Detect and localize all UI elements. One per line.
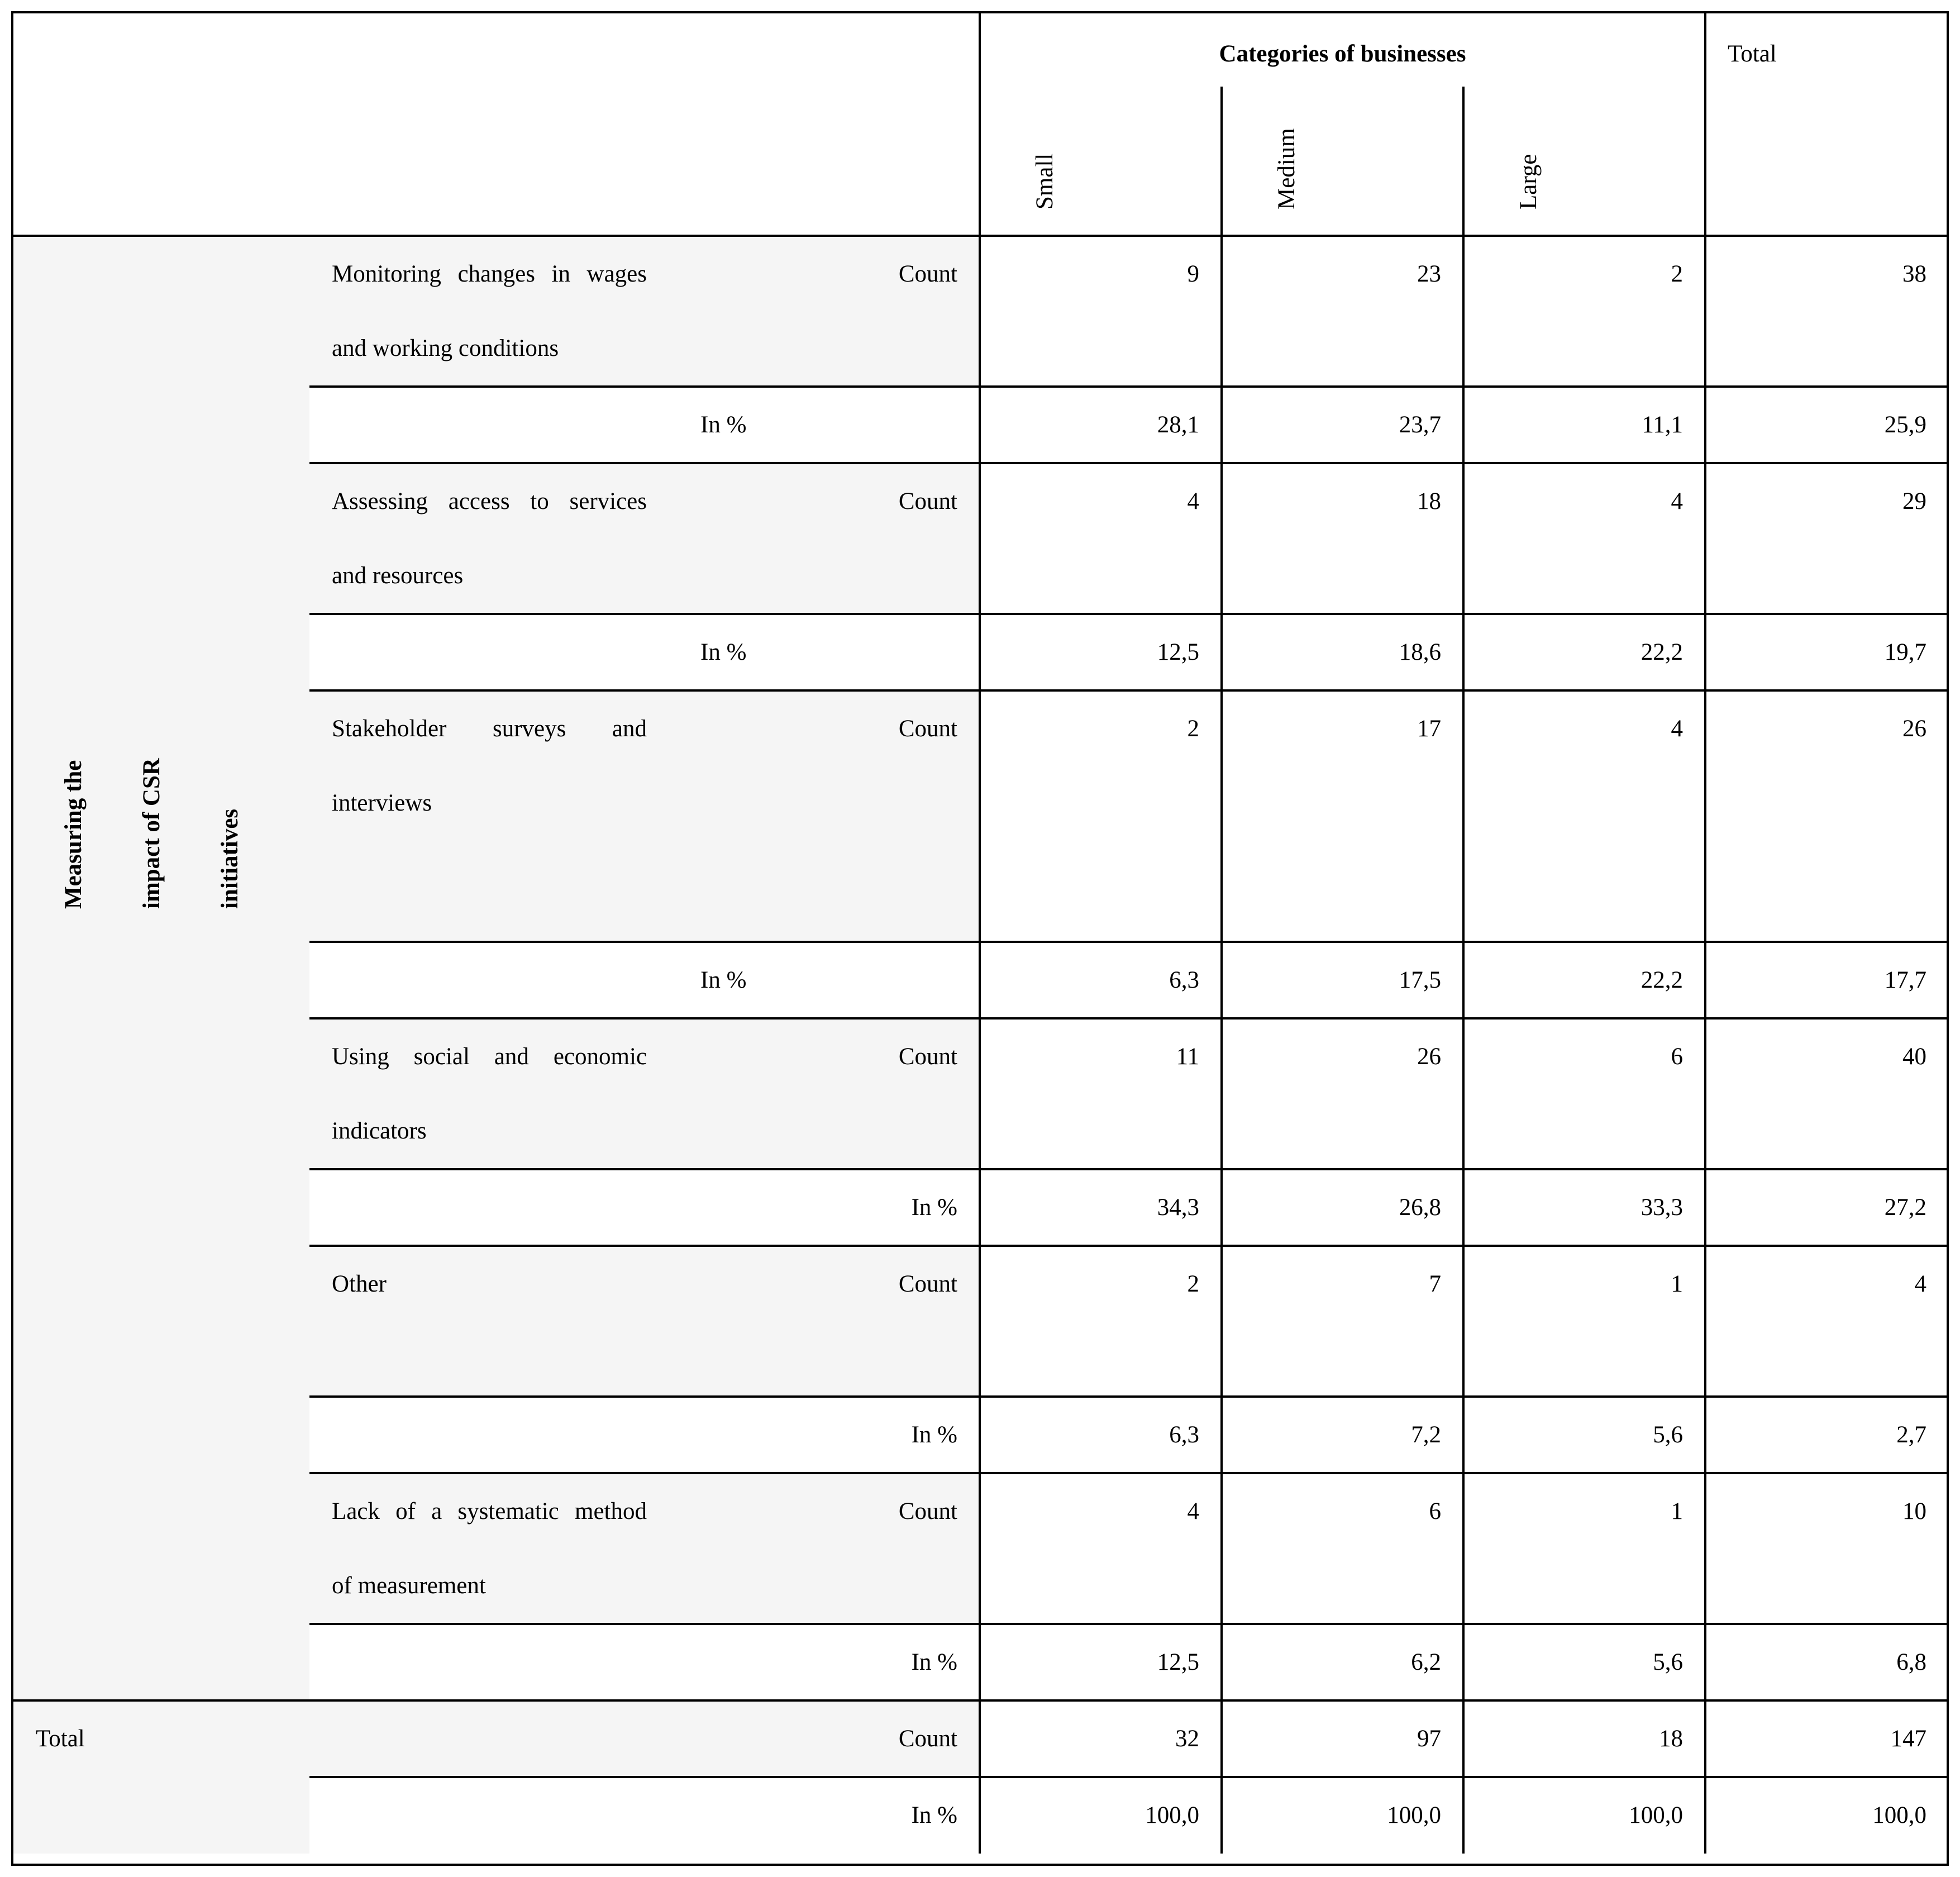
total-percent-value: 100,0: [1872, 1802, 1926, 1828]
total-row-label: Total: [36, 1726, 85, 1752]
column-header-small: Small: [1032, 153, 1058, 209]
row-label-line: of measurement: [332, 1573, 486, 1599]
percent-value: 6,3: [1169, 967, 1199, 993]
count-label: Count: [898, 1726, 957, 1752]
count-value: 4: [1914, 1271, 1926, 1297]
row-label-line: Lack of a systematic method: [332, 1498, 647, 1525]
row-label-line: Assessing access to services: [332, 488, 647, 514]
column-group-title: Categories of businesses: [1219, 41, 1466, 67]
percent-value: 11,1: [1642, 412, 1683, 438]
percent-value: 25,9: [1884, 412, 1926, 438]
row-label-line: and resources: [332, 563, 464, 589]
count-value: 26: [1902, 716, 1926, 742]
crosstab-table: [11, 11, 1949, 1866]
percent-value: 22,2: [1641, 639, 1683, 665]
count-value: 29: [1902, 488, 1926, 514]
percent-value: 27,2: [1884, 1194, 1926, 1221]
percent-label: In %: [911, 1194, 957, 1221]
total-count-value: 32: [1175, 1726, 1199, 1752]
count-value: 10: [1902, 1498, 1926, 1525]
percent-value: 2,7: [1896, 1422, 1926, 1448]
count-value: 2: [1187, 716, 1199, 742]
row-label-line: Monitoring changes in wages: [332, 261, 647, 287]
count-value: 23: [1417, 261, 1441, 287]
count-value: 7: [1429, 1271, 1441, 1297]
percent-value: 19,7: [1884, 639, 1926, 665]
percent-value: 6,3: [1169, 1422, 1199, 1448]
row-label-line: indicators: [332, 1118, 427, 1144]
percent-value: 23,7: [1399, 412, 1441, 438]
count-value: 1: [1671, 1271, 1683, 1297]
percent-value: 17,7: [1884, 967, 1926, 993]
count-value: 26: [1417, 1044, 1441, 1070]
count-label: Count: [898, 261, 957, 287]
percent-value: 7,2: [1411, 1422, 1441, 1448]
total-count-value: 97: [1417, 1726, 1441, 1752]
percent-value: 26,8: [1399, 1194, 1441, 1221]
count-value: 38: [1902, 261, 1926, 287]
percent-value: 12,5: [1157, 639, 1199, 665]
percent-value: 6,2: [1411, 1649, 1441, 1675]
count-value: 4: [1671, 488, 1683, 514]
count-label: Count: [898, 488, 957, 514]
row-label-line: Other: [332, 1271, 387, 1297]
row-label-line: and working conditions: [332, 335, 559, 361]
row-label-line: interviews: [332, 790, 432, 816]
count-value: 40: [1902, 1044, 1926, 1070]
count-value: 4: [1671, 716, 1683, 742]
row-group-label-line: Measuring the: [60, 760, 87, 909]
percent-label: In %: [911, 1422, 957, 1448]
count-label: Count: [898, 1498, 957, 1525]
column-header-medium: Medium: [1274, 128, 1300, 209]
count-label: Count: [898, 1044, 957, 1070]
total-percent-value: 100,0: [1629, 1802, 1683, 1828]
count-value: 11: [1176, 1044, 1199, 1070]
count-label: Count: [898, 716, 957, 742]
percent-label: In %: [911, 1649, 957, 1675]
row-label-line: Stakeholder surveys and: [332, 716, 647, 742]
percent-value: 34,3: [1157, 1194, 1199, 1221]
column-header-total: Total: [1728, 41, 1777, 67]
percent-value: 6,8: [1896, 1649, 1926, 1675]
row-label-line: Using social and economic: [332, 1044, 647, 1070]
percent-value: 17,5: [1399, 967, 1441, 993]
count-value: 6: [1671, 1044, 1683, 1070]
row-group-label-line: impact of CSR: [139, 758, 165, 909]
total-count-value: 18: [1659, 1726, 1683, 1752]
row-group-label-line: initiatives: [217, 808, 243, 909]
percent-value: 28,1: [1157, 412, 1199, 438]
percent-label: In %: [700, 639, 747, 665]
percent-value: 33,3: [1641, 1194, 1683, 1221]
percent-value: 5,6: [1653, 1649, 1683, 1675]
percent-label: In %: [700, 967, 747, 993]
count-value: 2: [1187, 1271, 1199, 1297]
percent-label: In %: [700, 412, 747, 438]
count-value: 17: [1417, 716, 1441, 742]
count-label: Count: [898, 1271, 957, 1297]
total-percent-value: 100,0: [1387, 1802, 1441, 1828]
percent-value: 5,6: [1653, 1422, 1683, 1448]
total-count-value: 147: [1890, 1726, 1926, 1752]
percent-value: 18,6: [1399, 639, 1441, 665]
count-value: 2: [1671, 261, 1683, 287]
table-frame: [11, 11, 1949, 1866]
count-value: 4: [1187, 488, 1199, 514]
count-value: 1: [1671, 1498, 1683, 1525]
count-value: 4: [1187, 1498, 1199, 1525]
percent-value: 12,5: [1157, 1649, 1199, 1675]
column-header-large: Large: [1515, 154, 1542, 209]
percent-label: In %: [911, 1802, 957, 1828]
count-value: 9: [1187, 261, 1199, 287]
count-value: 18: [1417, 488, 1441, 514]
percent-value: 22,2: [1641, 967, 1683, 993]
total-percent-value: 100,0: [1145, 1802, 1199, 1828]
count-value: 6: [1429, 1498, 1441, 1525]
